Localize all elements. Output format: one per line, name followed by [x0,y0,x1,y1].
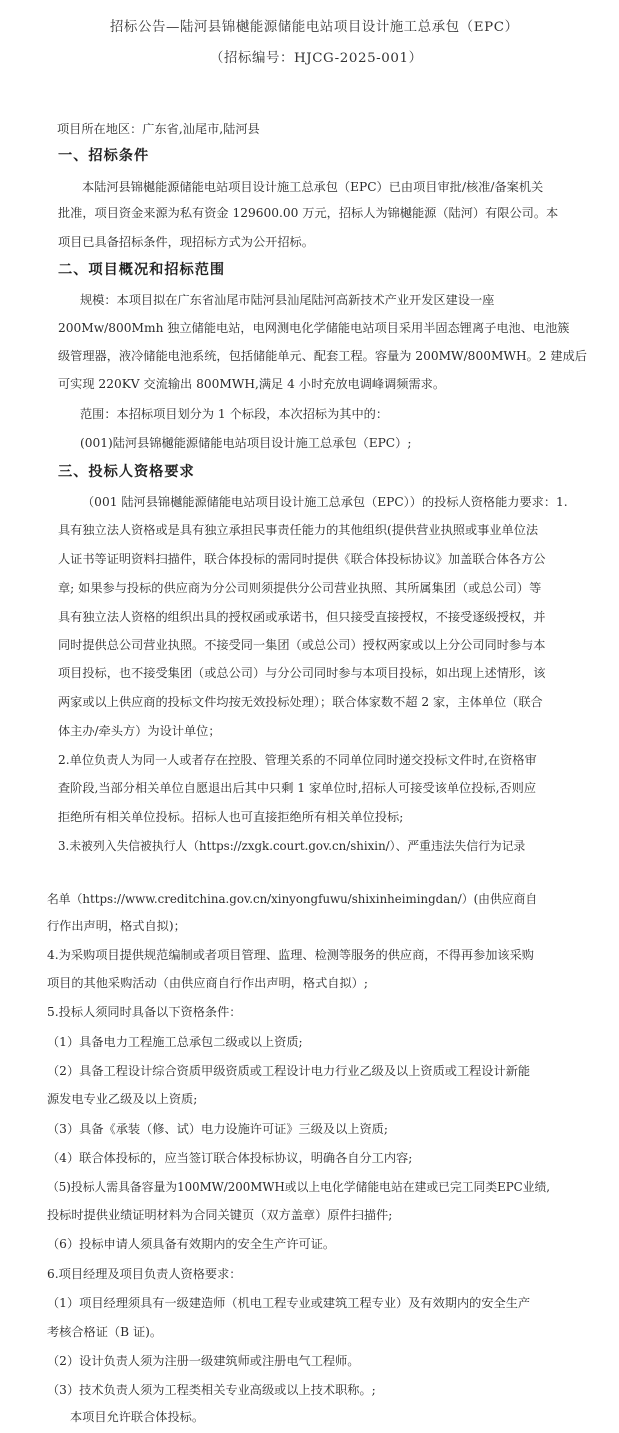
paragraph-line: 2.单位负责人为同一人或者存在控股、管理关系的不同单位同时递交投标文件时,在资格审 [58,753,537,767]
paragraph-line: 可实现 220KV 交流输出 800MWH,满足 4 小时充放电调峰调频需求。 [58,377,446,391]
paragraph-line: 200Mw/800Mmh 独立储能电站，电网测电化学储能电站项目采用半固态锂离子电池、电池簇 [58,321,570,335]
section-3-heading: 三、投标人资格要求 [58,464,195,480]
paragraph-line: 具有独立法人资格的组织出具的授权函或承诺书，但只接受直接授权，不接受逐级授权，并 [58,610,546,624]
paragraph-line: （6）投标申请人须具备有效期内的安全生产许可证。 [47,1237,336,1251]
paragraph-line: 人证书等证明资料扫描件，联合体投标的需同时提供《联合体投标协议》加盖联合体各方公 [58,552,546,566]
section-2-heading: 二、项目概况和招标范围 [58,262,226,278]
paragraph-line: 范围：本招标项目划分为 1 个标段，本次招标为其中的： [80,407,389,421]
paragraph-line: 考核合格证（B 证)。 [47,1325,163,1339]
paragraph-line: 同时提供总公司营业执照。不接受同一集团（或总公司）授权两家或以上分公司同时参与本 [58,638,546,652]
project-region: 项目所在地区：广东省,汕尾市,陆河县 [57,122,260,136]
paragraph-line: 具有独立法人资格或是具有独立承担民事责任能力的其他组织(提供营业执照或事业单位法 [58,523,539,537]
paragraph-line: （2）具备工程设计综合资质甲级资质或工程设计电力行业乙级及以上资质或工程设计新能 [47,1064,531,1078]
paragraph-line: 源发电专业乙级及以上资质; [47,1092,198,1106]
paragraph-line: 拒绝所有相关单位投标。招标人也可直接拒绝所有相关单位投标; [58,810,404,824]
paragraph-line: 章; 如果参与投标的供应商为分公司则须提供分公司营业执照、其所属集团（或总公司）等 [58,581,542,595]
paragraph-line: 投标时提供业绩证明材料为合同关键页（双方盖章）原件扫描件; [47,1208,393,1222]
paragraph-line: （2）设计负责人须为注册一级建筑师或注册电气工程师。 [47,1354,360,1368]
paragraph-line: 级管理器，液冷储能电池系统，包括储能单元、配套工程。容量为 200MW/800MWH。2 建成后 [58,349,587,363]
paragraph-line: （3）具备《承装（修、试）电力设施许可证》三级及以上资质; [47,1122,388,1136]
paragraph-line: 规模：本项目拟在广东省汕尾市陆河县汕尾陆河高新技术产业开发区建设一座 [80,293,495,307]
tender-code: （招标编号：HJCG-2025-001） [210,51,423,66]
paragraph-line: 名单（https://www.creditchina.gov.cn/xinyongfuwu/shixinheimingdan/）(由供应商自 [47,892,538,906]
section-1-heading: 一、招标条件 [58,148,150,164]
paragraph-line: 项目投标，也不接受集团（或总公司）与分公司同时参与本项目投标，如出现上述情形，该 [58,666,546,680]
paragraph-line: （3）技术负责人须为工程类相关专业高级或以上技术职称。; [47,1383,376,1397]
paragraph-line: （5)投标人需具备容量为100MW/200MWH或以上电化学储能电站在建或已完工同类EPC业绩, [47,1180,551,1194]
paragraph-line: （1）具备电力工程施工总承包二级或以上资质; [47,1035,303,1049]
paragraph-line: 5.投标人须同时具备以下资格条件： [47,1005,242,1019]
paragraph-line: 两家或以上供应商的投标文件均按无效投标处理）；联合体家数不超 2 家，主体单位（联合 [58,695,543,709]
paragraph-line: 行作出声明，格式自拟)； [47,919,186,933]
paragraph-line: 体主办/牵头方）为设计单位； [58,724,221,738]
paragraph-line: （001 陆河县锦樾能源储能电站项目设计施工总承包（EPC））的投标人资格能力要求：1. [82,495,568,509]
paragraph-line: （4）联合体投标的，应当签订联合体投标协议，明确各自分工内容; [47,1151,413,1165]
paragraph-line: 项目的其他采购活动（由供应商自行作出声明，格式自拟）; [47,976,368,990]
paragraph-line: 6.项目经理及项目负责人资格要求： [47,1267,242,1281]
document-title: 招标公告—陆河县锦樾能源储能电站项目设计施工总承包（EPC） [110,20,519,35]
paragraph-line: (001)陆河县锦樾能源储能电站项目设计施工总承包（EPC）; [80,436,412,450]
paragraph-line: 批准，项目资金来源为私有资金 129600.00 万元，招标人为锦樾能源（陆河）有限公司。本 [58,206,559,220]
paragraph-line: 本项目允许联合体投标。 [70,1410,205,1424]
paragraph-line: 本陆河县锦樾能源储能电站项目设计施工总承包（EPC）已由项目审批/核准/备案机关 [82,180,544,194]
paragraph-line: 项目已具备招标条件，现招标方式为公开招标。 [58,235,314,249]
paragraph-line: 3.未被列入失信被执行人（https://zxgk.court.gov.cn/shixin/）、严重违法失信行为记录 [58,839,526,853]
paragraph-line: （1）项目经理须具有一级建造师（机电工程专业或建筑工程专业）及有效期内的安全生产 [47,1296,531,1310]
paragraph-line: 查阶段,当部分相关单位自愿退出后其中只剩 1 家单位时,招标人可接受该单位投标,否则应 [58,781,537,795]
paragraph-line: 4.为采购项目提供规范编制或者项目管理、监理、检测等服务的供应商，不得再参加该采购 [47,948,534,962]
